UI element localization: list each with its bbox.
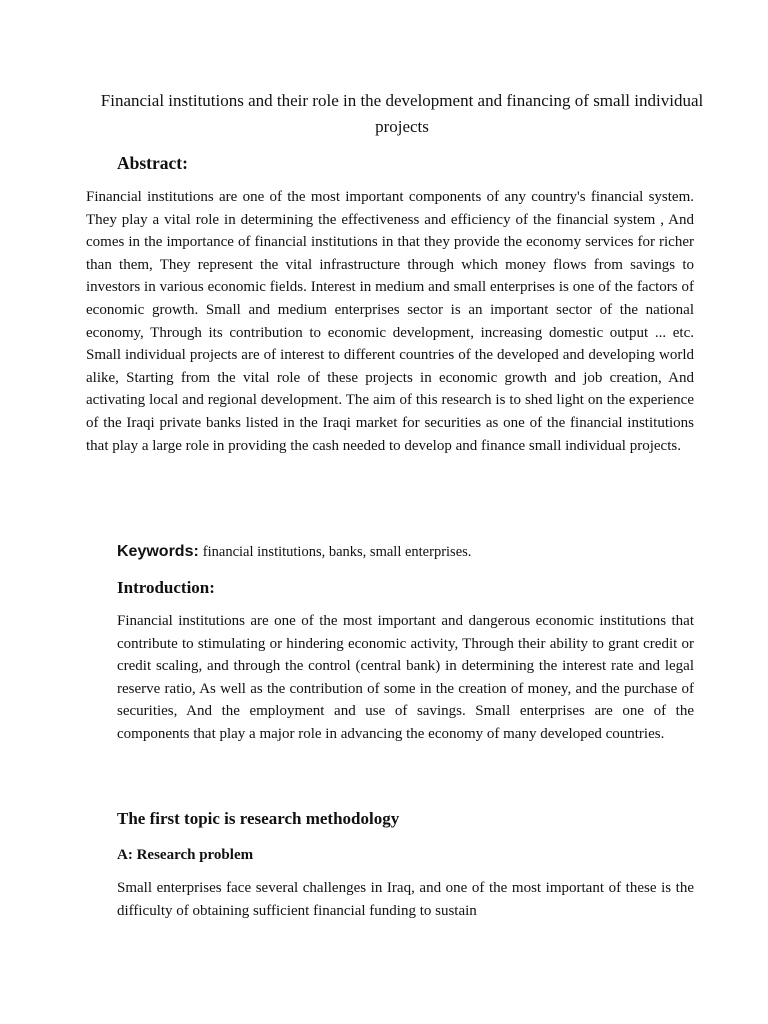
first-topic-heading: The first topic is research methodology bbox=[117, 809, 400, 828]
introduction-paragraph: Financial institutions are one of the most important and dangerous economic institutions that contribute to stimulating or hindering economic activity, Through their ability to grant credit or credit scaling, and through the control (central bank) in determining the interest rate and legal reserve ratio, As well as the contribution of some in the creation of money, and the purchase of securities, And the employment and use of savings. Small enterprises are one of the components that play a major role in advancing the economy of many developed countries. bbox=[117, 613, 694, 742]
keywords-line bbox=[117, 539, 697, 565]
keywords-label: Keywords: bbox=[117, 543, 199, 560]
document-title: Financial institutions and their role in the development and financing of small individual projects bbox=[100, 91, 704, 136]
abstract-paragraph: Financial institutions are one of the most important components of any country's financial system. They play a vital role in determining the effectiveness and efficiency of the financial system , And comes in the importance of financial institutions in that they provide the economy services for richer than them, They represent the vital infrastructure through which money flows from savings to investors in various economic fields. Interest in medium and small enterprises is one of the factors of economic growth. Small and medium enterprises sector is an important sector of the national economy, Through its contribution to economic development, increasing domestic output ... etc. Small individual projects are of interest to different countries of the developed and developing world alike, Starting from the vital role of these projects in economic growth and job creation, And activating local and regional development. The aim of this research is to shed light on the experience of the Iraqi private banks listed in the Iraqi market for securities as one of the financial institutions that play a large role in providing the cash needed to develop and finance small individual projects. bbox=[86, 189, 694, 454]
abstract-heading: Abstract: bbox=[117, 153, 188, 173]
keywords-text: financial institutions, banks, small enterprises. bbox=[202, 544, 472, 560]
introduction-heading: Introduction: bbox=[117, 578, 215, 597]
research-problem-heading: A: Research problem bbox=[117, 847, 254, 863]
research-problem-paragraph: Small enterprises face several challenges in Iraq, and one of the most important of these is the difficulty of obtaining sufficient financial funding to sustain bbox=[117, 880, 694, 919]
